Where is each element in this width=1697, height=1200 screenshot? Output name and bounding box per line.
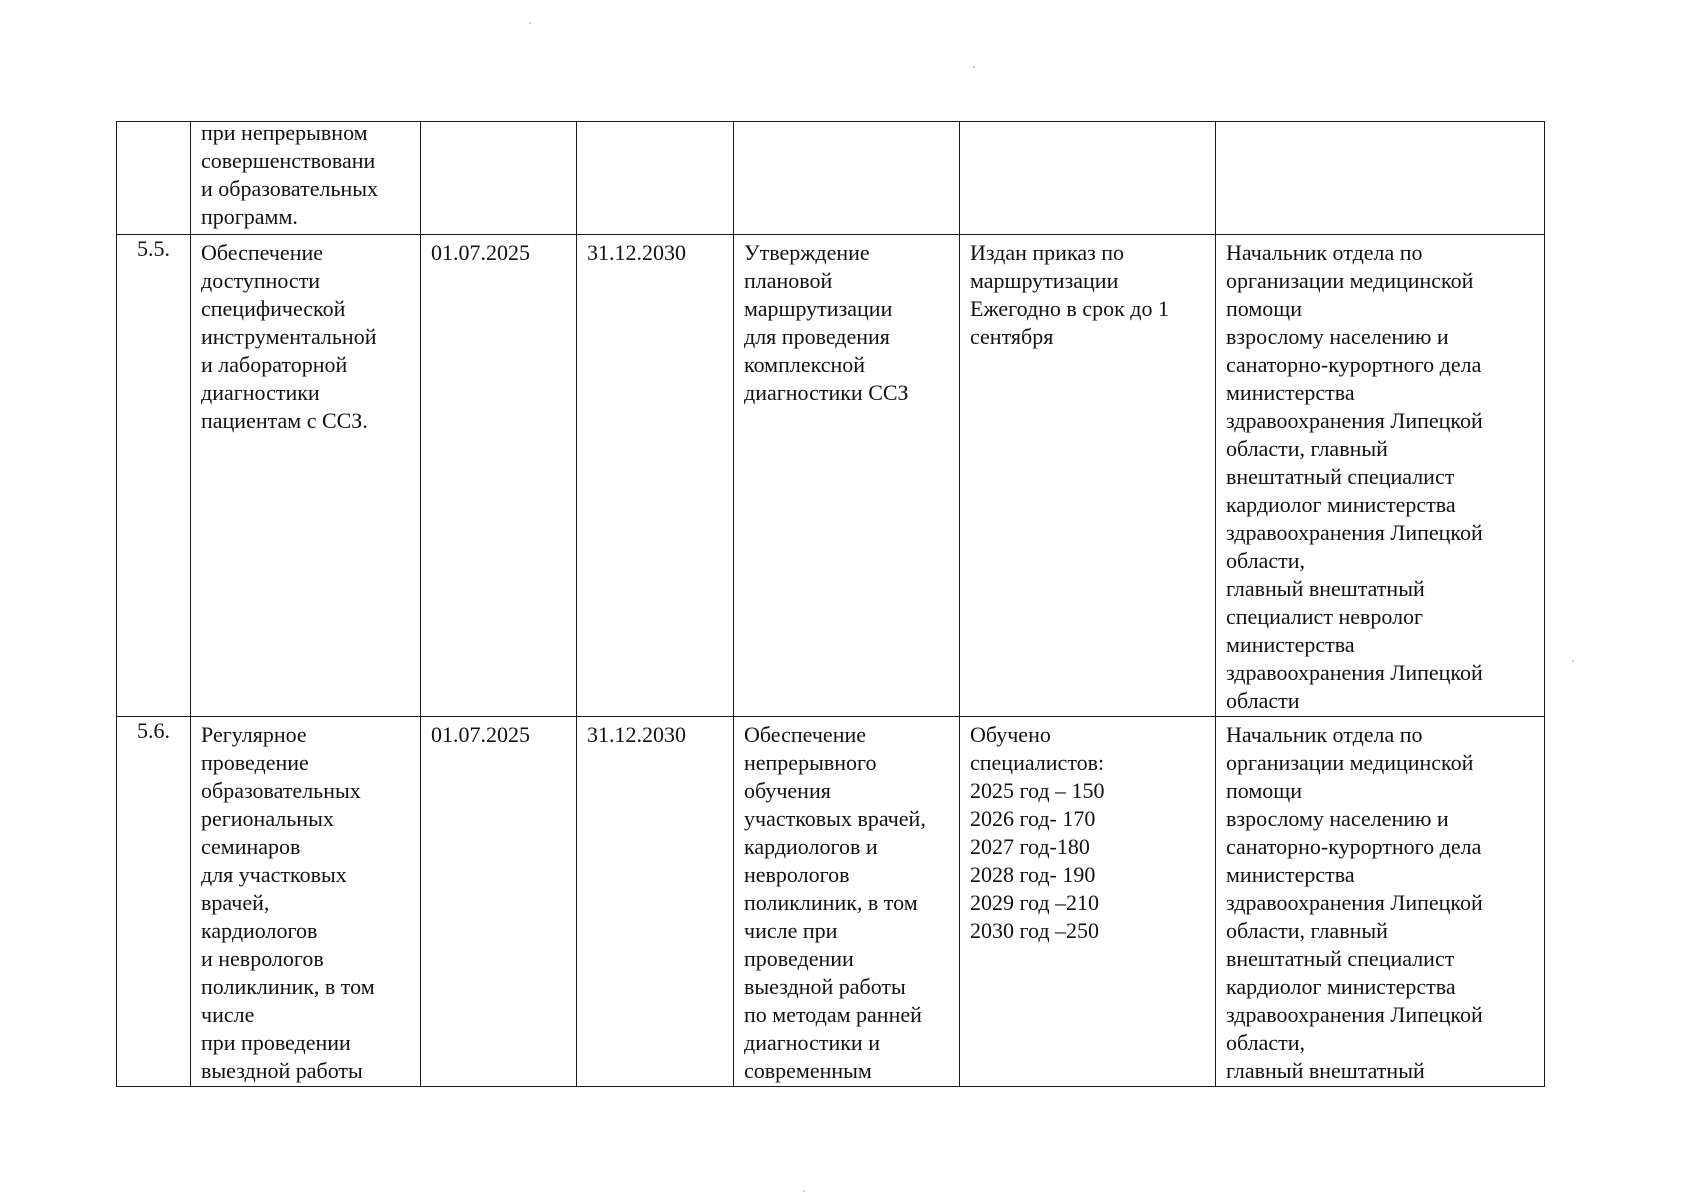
result-cell: Утверждение плановой маршрутизации для проведения комплексной диагностики ССЗ [734,235,960,717]
table-row [117,717,1545,1087]
indicator-cell: Издан приказ по маршрутизации Ежегодно в срок до 1 сентября [960,235,1216,717]
start-date-cell [421,122,577,235]
start-date-cell: 01.07.2025 [421,235,577,717]
table-row [117,122,1545,235]
end-date-cell: 31.12.2030 [577,717,734,1087]
scan-speck [529,22,531,24]
responsible-cell [1216,122,1545,235]
scan-speck [803,1190,805,1192]
result-cell: Обеспечение непрерывного обучения участковых врачей, кардиологов и неврологов поликлиник, в том числе при проведении выездной работы по методам ранней диагностики и современным [734,717,960,1087]
indicator-cell: Обучено специалистов: 2025 год – 150 2026 год- 170 2027 год-180 2028 год- 190 2029 год –210 2030 год –250 [960,717,1216,1087]
plan-table [116,121,1545,1087]
result-cell [734,122,960,235]
table-row [117,235,1545,717]
activity-cell: Обеспечение доступности специфической инструментальной и лабораторной диагностики пациентам с ССЗ. [191,235,421,717]
row-number-cell: 5.6. [117,717,191,1087]
activity-cell: Регулярное проведение образовательных региональных семинаров для участковых врачей, кардиологов и неврологов поликлиник, в том числе при проведении выездной работы [191,717,421,1087]
scan-speck [973,66,975,68]
scan-speck [1572,660,1574,662]
row-number-cell: 5.5. [117,235,191,717]
row-number-cell [117,122,191,235]
responsible-cell: Начальник отдела по организации медицинской помощи взрослому населению и санаторно-курортного дела министерства здравоохранения Липецкой области, главный внештатный специалист кардиолог министерства здравоохранения Липецкой области, главный внештатный [1216,717,1545,1087]
start-date-cell: 01.07.2025 [421,717,577,1087]
activity-cell: при непрерывном совершенствовани и образовательных программ. [191,122,421,235]
end-date-cell: 31.12.2030 [577,235,734,717]
responsible-cell: Начальник отдела по организации медицинской помощи взрослому населению и санаторно-курортного дела министерства здравоохранения Липецкой области, главный внештатный специалист кардиолог министерства здравоохранения Липецкой области, главный внештатный специалист невролог министерства здравоохранения Липецкой области [1216,235,1545,717]
end-date-cell [577,122,734,235]
indicator-cell [960,122,1216,235]
